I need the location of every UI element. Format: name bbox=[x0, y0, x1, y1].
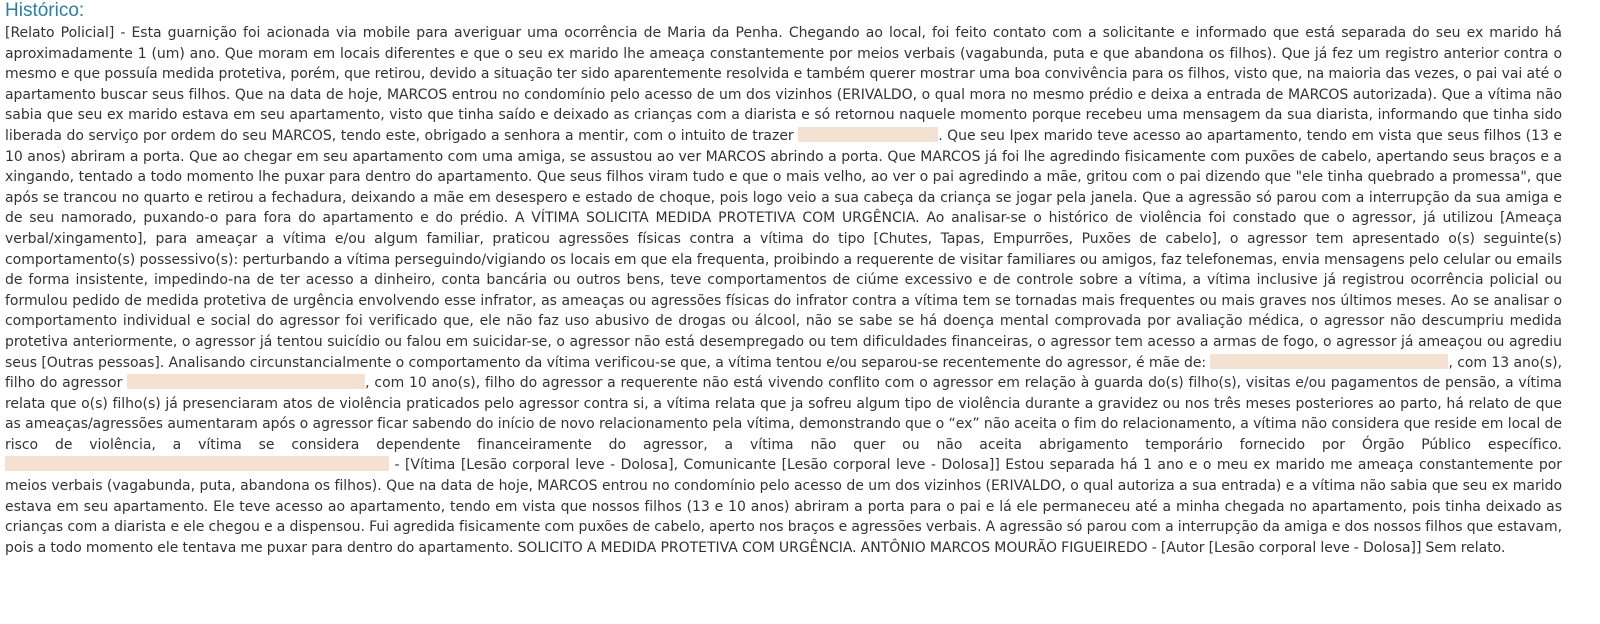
report-segment-5: - [Vítima [Lesão corporal leve - Dolosa], Comunicante [Lesão corporal leve - Dolosa]] Estou separada há 1 ano e o meu ex marido me ameaça constantemente por meios verbais (vagabunda, puta, abandona os filhos). Que na data de hoje, MARCOS entrou no condomínio pelo acesso de um dos vizinhos (ERIVALDO, o qual autoriza a sua entrada) e a vítima não sabia que seu ex marido estava em seu apartamento. Ele teve acesso ao apartamento, tendo em vista que nossos filhos (13 e 10 anos) abriram a porta para o pai e lá ele permaneceu até a minha chegada no apartamento, pois tinha deixado as crianças com a diarista e ele chegou e a dispensou. Fui agredida fisicamente com puxões de cabelo, aperto nos braços e agressões verbais. A agressão só parou com a interrupção da amiga e dos nossos filhos que estavam, pois a todo momento ele tentava me puxar para dentro do apartamento. SOLICITO A MEDIDA PROTETIVA COM URGÊNCIA. ANTÔNIO MARCOS MOURÃO FIGUEIREDO - [Autor [Lesão corporal leve - Dolosa]] Sem relato. bbox=[5, 457, 1562, 556]
redacted-field bbox=[1210, 354, 1448, 369]
report-segment-4: , com 10 ano(s), filho do agressor a requerente não está vivendo conflito com o agressor em relação à guarda do(s) filho(s), visitas e/ou pagamentos de pensão, a vítima relata que o(s) filho(s) já presenciaram atos de violência praticados pelo agressor contra si, a vítima relata que ja sofreu algum tipo de violência durante a gravidez ou nos três meses posteriores ao parto, há relato de que as ameaças/agressões aumentaram após o agressor ficar sabendo do início de novo relacionamento pela vítima, demonstrando que o “ex” não aceita o fim do relacionamento, a vítima não considera que reside em local de risco de violência, a vítima se considera dependente financeiramente do agressor, a vítima não quer ou não aceita abrigamento temporário fornecido por Órgão Público específico. bbox=[5, 375, 1562, 453]
section-title: Histórico: bbox=[5, 0, 85, 21]
historico-panel bbox=[5, 0, 1562, 558]
redacted-field bbox=[798, 127, 938, 142]
report-segment-3: , com 13 ano(s), filho do agressor bbox=[5, 354, 1562, 392]
redacted-field bbox=[127, 374, 365, 389]
redacted-field bbox=[5, 456, 389, 471]
report-segment-1: [Relato Policial] - Esta guarnição foi acionada via mobile para averiguar uma ocorrência de Maria da Penha. Chegando ao local, foi feito contato com a solicitante e informado que está separada do seu ex marido há aproximadamente 1 (um) ano. Que moram em locais diferentes e que o seu ex marido lhe ameaça constantemente por meios verbais (vagabunda, puta e que abandona os filhos). Que já fez um registro anterior contra o mesmo e que possuía medida protetiva, porém, que retirou, devido a situação ter sido aparentemente resolvida e também querer mostrar uma boa convivência para os filhos, visto que, na maioria das vezes, o pai vai até o apartamento buscar seus filhos. Que na data de hoje, MARCOS entrou no condomínio pelo acesso de um dos vizinhos (ERIVALDO, o qual mora no mesmo prédio e deixa a entrada de MARCOS autorizada). Que a vítima não sabia que seu ex marido estava em seu apartamento, visto que tinha saído e deixado as crianças com a diarista e só retornou naquele momento porque recebeu uma mensagem da sua diarista, informando que tinha sido liberada do serviço por ordem do seu MARCOS, tendo este, obrigado a senhora a mentir, com o intuito de trazer bbox=[5, 25, 1562, 144]
report-segment-2: . Que seu Ipex marido teve acesso ao apartamento, tendo em vista que seus filhos (13 e 10 anos) abriram a porta. Que ao chegar em seu apartamento com uma amiga, se assustou ao ver MARCOS abrindo a porta. Que MARCOS já foi lhe agredindo fisicamente com puxões de cabelo, apertando seus braços e a xingando, tentado a todo momento lhe puxar para dentro do apartamento. Que seus filhos viram tudo e que o mais velho, ao ver o pai agredindo a mãe, gritou com o pai dizendo que "ele tinha quebrado a promessa", que após se trancou no quarto e retirou a fechadura, deixando a mãe em desespero e estado de choque, pois logo veio a sua cabeça da criança se jogar pela janela. Que a agressão só parou com a interrupção da sua amiga e de seu namorado, puxando-o para fora do apartamento e do prédio. A VÍTIMA SOLICITA MEDIDA PROTETIVA COM URGÊNCIA. Ao analisar-se o histórico de violência foi constado que o agressor, já utilizou [Ameaça verbal/xingamento], para ameaçar a vítima e/ou algum familiar, praticou agressões físicas contra a vítima do tipo [Chutes, Tapas, Empurrões, Puxões de cabelo], o agressor tem apresentado o(s) seguinte(s) comportamento(s) possessivo(s): perturbando a vítima perseguindo/vigiando os locais em que ela frequenta, proibindo a requerente de visitar familiares ou amigos, faz telefonemas, envia mensagens pelo celular ou emails de forma insistente, impedindo-na de ter acesso a dinheiro, conta bancária ou outros bens, teve comportamentos de ciúme excessivo e de controle sobre a vítima, a vítima inclusive já registrou ocorrência policial ou formulou pedido de medida protetiva de urgência envolvendo esse infrator, as ameaças ou agressões físicas do infrator contra a vítima tem se tornadas mais frequentes ou mais graves nos últimos meses. Ao se analisar o comportamento individual e social do agressor foi verificado que, ele não faz uso abusivo de drogas ou álcool, não se sabe se há doença mental comprovada por avaliação médica, o agressor não descumpriu medida protetiva anteriormente, o agressor já tentou suicídio ou falou em suicidar-se, o agressor não está desempregado ou tem dificuldades financeiras, o agressor tem acesso a armas de fogo, o agressor já ameaçou ou agrediu seus [Outras pessoas]. Analisando circunstancialmente o comportamento da vítima verificou-se que, a vítima tentou e/ou separou-se recentemente do agressor, é mãe de: bbox=[5, 127, 1562, 371]
report-text bbox=[5, 23, 1562, 558]
